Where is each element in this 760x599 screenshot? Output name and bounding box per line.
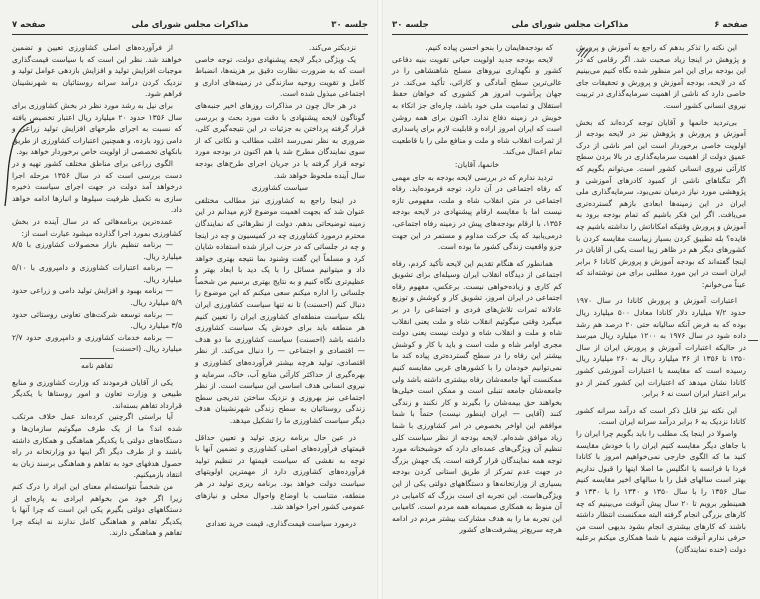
running-title: مذاکرات مجلس شورای ملی (511, 20, 629, 30)
paragraph: عمده‌ترین برنامه‌هائی که در سال آینده در بخش کشاورزی بمورد اجرا گذارده میشود عبارت است از: (12, 216, 182, 238)
paragraph: — برنامه توسعه شرکت‌های تعاونی روستائی حدود ۳/۵ میلیارد ریال. (12, 309, 182, 331)
right-page (380, 0, 760, 599)
section-heading: تفاهم نامه (81, 361, 113, 371)
session-number: جلسه ۳۰ (331, 20, 368, 30)
page-number: صفحه ۶ (714, 20, 748, 30)
text-column (576, 42, 746, 556)
session-number: جلسه ۳۰ (392, 20, 429, 30)
paragraph: از فرآورده‌های اصلی کشاورزی تعیین و تضمین خواهند شد. نظر این است که با سیاست قیمت‌گذاری موجبات افزایش تولید و افزایش بازدهی عوامل تولید و نزدیک کردن درآمد سرانه روستائیان به شهرنشینان فراهم شود. (12, 43, 182, 99)
text-column (12, 42, 182, 539)
paragraph: همانطور که هنگام تقدیم این لایحه تأکید کردم، رفاه اجتماعی از دیدگاه انقلاب ایران وسیله‌ای برای تشویق کم کاری و زیاده‌خواهی نیست. برعکس، مفهوم رفاه اجتماعی در ایران امروز، تشویق کار و کوشش و توزیع عادلانه ثمرات تلاش‌های فردی و اجتماعی را در بر میگیرد وقتی میگوئیم انقلاب شاه و ملت یعنی انقلاب شاه و ملت و انقلاب شاه و دولت نیست یعنی دولت مجری اوامر شاه و ملت است و باید با کار و کوشش بیشتر این رفاه را در سطح گسترده‌تری پیاده کند ما نمی‌توانیم خودمان را با کشورهای غربی مقایسه کنیم ممکنست آنها جامعه‌شان رفاه بیشتری داشته باشد ولی جامعه‌شان جامعه تنبلی است و ممکن است خیلی‌ها بخواهند حق بیمه‌شان را بگیرند و کار نکنند و زندگی کنند (آقایی — ایران اینطور نیست) حتماً با شما موافقم این اواخر بخصوص در امر کشاورزی با شما زیاد موافق شده‌ام. لایحه بودجه از نظر سیاست کلی تنظیم آن ویژگی‌های عمده‌ای دارد که خوشبختانه مورد توجه همه نمایندگان قرار گرفته است. یک جهش بزرگ در جهت عدم تمرکز از طریق استانی کردن بودجه بسیاری از وزارتخانه‌ها و دستگاههای دولتی یکی از این ویژگی‌هاست. این تجربه ای است بزرگ که کامیابی در آن منوط به همکاری صمیمانه همه مردم است. کامیابی این تجربه ما را به هدف مشارکت بیشتر مردم در ادامه هرچه سریع‌تر پیشرفت‌های کشور (392, 258, 562, 535)
paragraph: — برنامه تنظیم بازار محصولات کشاورزی با ۸/۵ میلیارد ریال. (12, 240, 182, 261)
handwritten-margin-mark (2, 118, 36, 208)
paragraph: — برنامه بهبود و افزایش تولید دامی و زراعی حدود ۵/۹ میلیارد ریال. (12, 286, 182, 308)
paragraph: لایحه بودجه جدید اولویت حیاتی تقویت بنیه دفاعی کشور و نگهداری نیروهای مسلح شاهنشاهی را در عالی‌ترین سطح آمادگی و کارائی، تأکید می‌کند. در جهان پرآشوب امروز هر کشوری که خواهان حفظ استقلال و تمامیت ملی خود باشد، چاره‌ای جز اتکاء به خویش در زمینه دفاع ندارد. اکنون برای همه روشن است که ایران امروز اراده و قابلیت لازم برای پاسداری از ثمرات انقلاب شاه و ملت و منافع ملی را با قاطعیت تمام اعمال می‌کند. (392, 54, 562, 157)
paragraph: اعتبارات آموزش و پرورش کانادا در سال ۱۹۷۰ حدود ۷/۲ میلیارد دلار کانادا معادل ۵۰۰ میلیارد ریال بوده که به فرض آنکه سالیانه حتی ۲۰ درصد هم رشد داده شود در سال ۱۹۷۶ به ۱۲۰۰ میلیارد ریال میرسد در حالیکه اعتبارات آموزش و پرورش ایران از سال ۱۳۵۰ تا ۱۳۵۶ از ۳۶ میلیارد ریال به ۲۶۰ میلیارد ریال رسیده است که مقایسه با اعتبارات آموزشی کشور کانادا نشان میدهد که اعتبارات این کشور کمتر از دو برابر اعتبار ایران است نه ۶ برابر. (576, 296, 746, 399)
paragraph: این نکته نیز قابل ذکر است که درآمد سرانه کشور کانادا نزدیک به ۶ برابر درآمد سرانه ایران است. (576, 405, 746, 427)
paragraph: الگوی زراعی برای مناطق مختلف کشور تهیه و در دست بررسی است که در سال ۱۳۵۶ مرحله اجرا درخواهد آمد دولت در جهت اجرای سیاست ذخیره سازی به تکمیل ظرفیت سیلوها و انبارها ادامه خواهد داد. (12, 158, 182, 215)
paragraph: تردید ندارم که در بررسی لایحه بودجه به جای مهمی که رفاه اجتماعی در آن دارد، توجه فرموده‌اید. رفاه اجتماعی در متن انقلاب شاه و ملت، مفهومی تازه نیست اما با مقایسه ارقام پیشنهادی در لایحه بودجه ۱۳۵۶، با ارقام بودجه‌های پیش در زمینه رفاه اجتماعی، درمی‌یابید که یک حرکت مداوم و مستمر در این جهت جزو واقعیت زندگی کشور ما بوده است. (392, 172, 562, 252)
paragraph: آیا براستی اگرچنین کرده‌اند عمل خلاف مرتکب شده اند؟ ما از یک طرف میگوئیم سازمان‌ها و دستگاه‌های دولتی با یکدیگر هماهنگی و همکاری داشته باشند و از طرف دیگر اگر اینها دو وزارتخانه در راه حصول هدفهای خود به تفاهم و هماهنگی برسند زبان به انتقاد بازمیکنیم. (12, 412, 182, 480)
page-header (12, 20, 368, 35)
text-column (195, 42, 365, 529)
paragraph: که بودجه‌هایمان را بنحو احسن پیاده کنیم. (425, 43, 553, 52)
paragraph: یکی از آقایان فرمودند که وزارت کشاورزی و منابع طبیعی و وزارت تعاون و امور روستاها با یکدیگر قرارداد تفاهم بسته‌اند. (12, 377, 182, 410)
section-divider (80, 358, 114, 359)
paragraph: واصولا در اینجا یک مطلب را باید بگویم چرا ایران را با جاهای دیگر مقایسه کنیم ایران را با خودش مقایسه کنید ما که الگوی خارجی نمی‌خواهیم امروز با کانادا فردا با فرانسه یا انگلیس ما اصلا اینها را قبول نداریم بهتر است سالهای قبل را با سالهای اخیر مقایسه کنیم سال ۱۳۵۶ را با سال ۱۳۵۰ و ۱۳۴۰ را با ۱۳۳۰ و همینطور برویم تا ۲۰ سال پیش آنوقت می‌بینیم که چه کارهای بزرگی انجام گرفته البته ممکنست انتظار داشته باشند که کارهای بیشتری انجام بشود بدیهی است من حرفی ندارم آنوقت منهم با شما همکاری میکنم برعلیه دولت (خنده نمایندگان) (576, 429, 747, 554)
paragraph: در اینجا راجع به کشاورزی نیز مطالب مختلفی عنوان شد که بجهت اهمیت موضوع لازم میدانم در این زمینه توضیحاتی بدهم. دولت از نظرهائی که نمایندگان محترم درمورد کشاورزی چه در کمیسیون و چه در اینجا و چه در جلساتی که در حزب ابراز شده استفاده شایان کرد و مسلماً این گفت وشنود بما نتیجه بهتری خواهد داد و میتوانیم مسائل را با یک دید با ابعاد بهتر و عظیم‌تری نگاه کنیم و به نتایج بهتری برسیم من شخصاً جلساتی را اداره میکنم سعی میکنم که این موضوع را دنبال کنم (احسنت) تا نه تنها سیاست کشاورزی ایران بلکه سیاست منطقه‌ای کشاورزی ایران را تعیین کنیم هر منطقه باید برای خودش یک سیاست کشاورزی داشته باشد (احسنت) سیاست کشاورزی ما دو هدف — اقتصادی و اجتماعی — را دنبال می‌کند. از نظر اقتصادی، تولید هرچه بیشتر فرآورده‌های کشاورزی و بهره‌گیری از حداکثر کارآئی منابع آب، خاک، سرمایه و نیروی انسانی هدف اساسی این سیاست است. از نظر اجتماعی نیز بهروزی و نزدیک ساختن تدریجی سطح زندگی روستائیان به سطح زندگی شهرنشینان هدف دیگر سیاست کشاورزی ما را تشکیل میدهد. (195, 195, 365, 425)
handwritten-check-mark (576, 44, 594, 60)
page-number: صفحه ۷ (12, 20, 46, 30)
paragraph: درمورد سیاست قیمت‌گذاری، قیمت خرید تعدادی (205, 518, 356, 528)
margin-dash (748, 340, 758, 341)
text-column (392, 42, 562, 536)
section-heading: سیاست کشاورزی (251, 183, 309, 193)
paragraph: این نکته را تذکر بدهم که راجع به آموزش و پرورش و پژوهش در اینجا زیاد صحبت شد. اگر رقامی که در این بودجه برای این امر منظور شده نگاه کنیم می‌بینیم که در لایحه، بودجه آموزش و پرورش و تحقیقات جای خاصی دارد که ناشی از اهمیت سرمایه‌گذاری در تربیت نیروی انسانی کشور است. (576, 43, 746, 110)
paragraph: در هر حال چون در مذاکرات روزهای اخیر جنبه‌های گوناگون لایحه پیشنهادی با دقت مورد بحث و بررسی قرار گرفته پرداختن به جزئیات در این نتیجه‌گیری کلی، ضروری به نظر نمی‌رسد اغلب مطالب و نکاتی که از سوی نمایندگان مطرح شد یا هم اکنون در بودجه مورد توجه قرار گرفته یا در جریان اجرای طرح‌های بودجه سال آینده ملحوظ خواهد شد. (195, 100, 365, 180)
paragraph: برای نیل به رشد مورد نظر در بخش کشاورزی برای سال ۱۳۵۶ حدود ۲۰ میلیارد ریال اعتبار تخصیص یافته که نسبت به اجرای طرحهای افزایش تولید زراعی و دامی زود بازده، و همچنین اعتبارات کشاورزی از طریق بانکهای تخصصی از اولویت خاص برخوردار خواهد بود. (12, 100, 182, 157)
section-heading: خانمها، آقایان: (454, 159, 500, 169)
running-title: مذاکرات مجلس شورای ملی (131, 20, 249, 30)
paragraph: من شخصاً نتوانسته‌ام معنای این ایراد را درک کنم زیرا اگر خود من بخواهم ایرادی به پاره‌ای از دستگاههای دولتی بگیرم یکی این است که چرا آنها با یکدیگر تفاهم و هماهنگی کامل ندارند نه اینکه چرا تفاهم و هماهنگی دارند. (12, 481, 182, 538)
paragraph: — برنامه خدمات کشاورزی و دامپروری حدود ۲/۷ میلیارد ریال. (احسنت) (12, 332, 182, 354)
paragraph: یک ویژگی دیگر لایحه پیشنهادی دولت، توجه خاصی است که به ضرورت نظارت دقیق بر هزینه‌ها، انضباط کامل و تقویت روحیه سازندگی در زمینه‌های اداری و اجتماعی مبذول شده است. (195, 54, 365, 99)
paragraph: نزدیکتر می‌کند. (308, 43, 356, 52)
page-header (392, 20, 748, 35)
paragraph: در عین حال برنامه ریزی تولید و تعیین حداقل قیمتهای فرآورده‌های اصلی کشاورزی و تضمین آنها با توجه به نقشی که سیاست قیمتها در تنظیم تولید فرآورده‌های کشاورزی دارد از مهمترین اولویتهای سیاست دولت خواهد بود. برنامه ریزی تولید در هر منطقه، متناسب با اوضاع واحوال محلی و نیازهای عمومی کشور اجرا خواهد شد. (195, 432, 365, 512)
paragraph: بی‌تردید خانمها و آقایان توجه کرده‌اند که بخش آموزش و پرورش و پژوهش نیز در لایحه بودجه از اولویت خاصی برخوردار است این امر ناشی از درک عمیق دولت از اهمیت سرمایه‌گذاری در بالا بردن سطح کارآئی نیروی انسانی کشور است. می‌توانم بگویم که اگر تنگناهای ناشی از کمبود کادرهای آموزشی و پژوهشی مورد نیاز درمیان نمی‌بود، سرمایه‌گذاری ملی ایران در این زمینه‌ها ابعادی بازهم گسترده‌تری می‌یافت. اگر این فکر باشیم که تمام بودجه برود به آموزش و پرورش وقتیکه امکاناتش را نداشته باشیم چه فایده؟ بله تطبیق کردن بسیار زیباست مقایسه کردن با کشورهای دیگر هم در ظاهر زیبا است یکی از آقایان در اینجا گفته‌اند که بودجه آموزش و پرورش کانادا ۶ برابر ایران است در این مورد مطلبی برای من نوشته‌اند که عیناً می‌خوانم: (576, 117, 747, 289)
paragraph: — برنامه اعتبارات کشاورزی و دامپروری با ۵/۱۰ میلیارد ریال. (12, 263, 182, 284)
